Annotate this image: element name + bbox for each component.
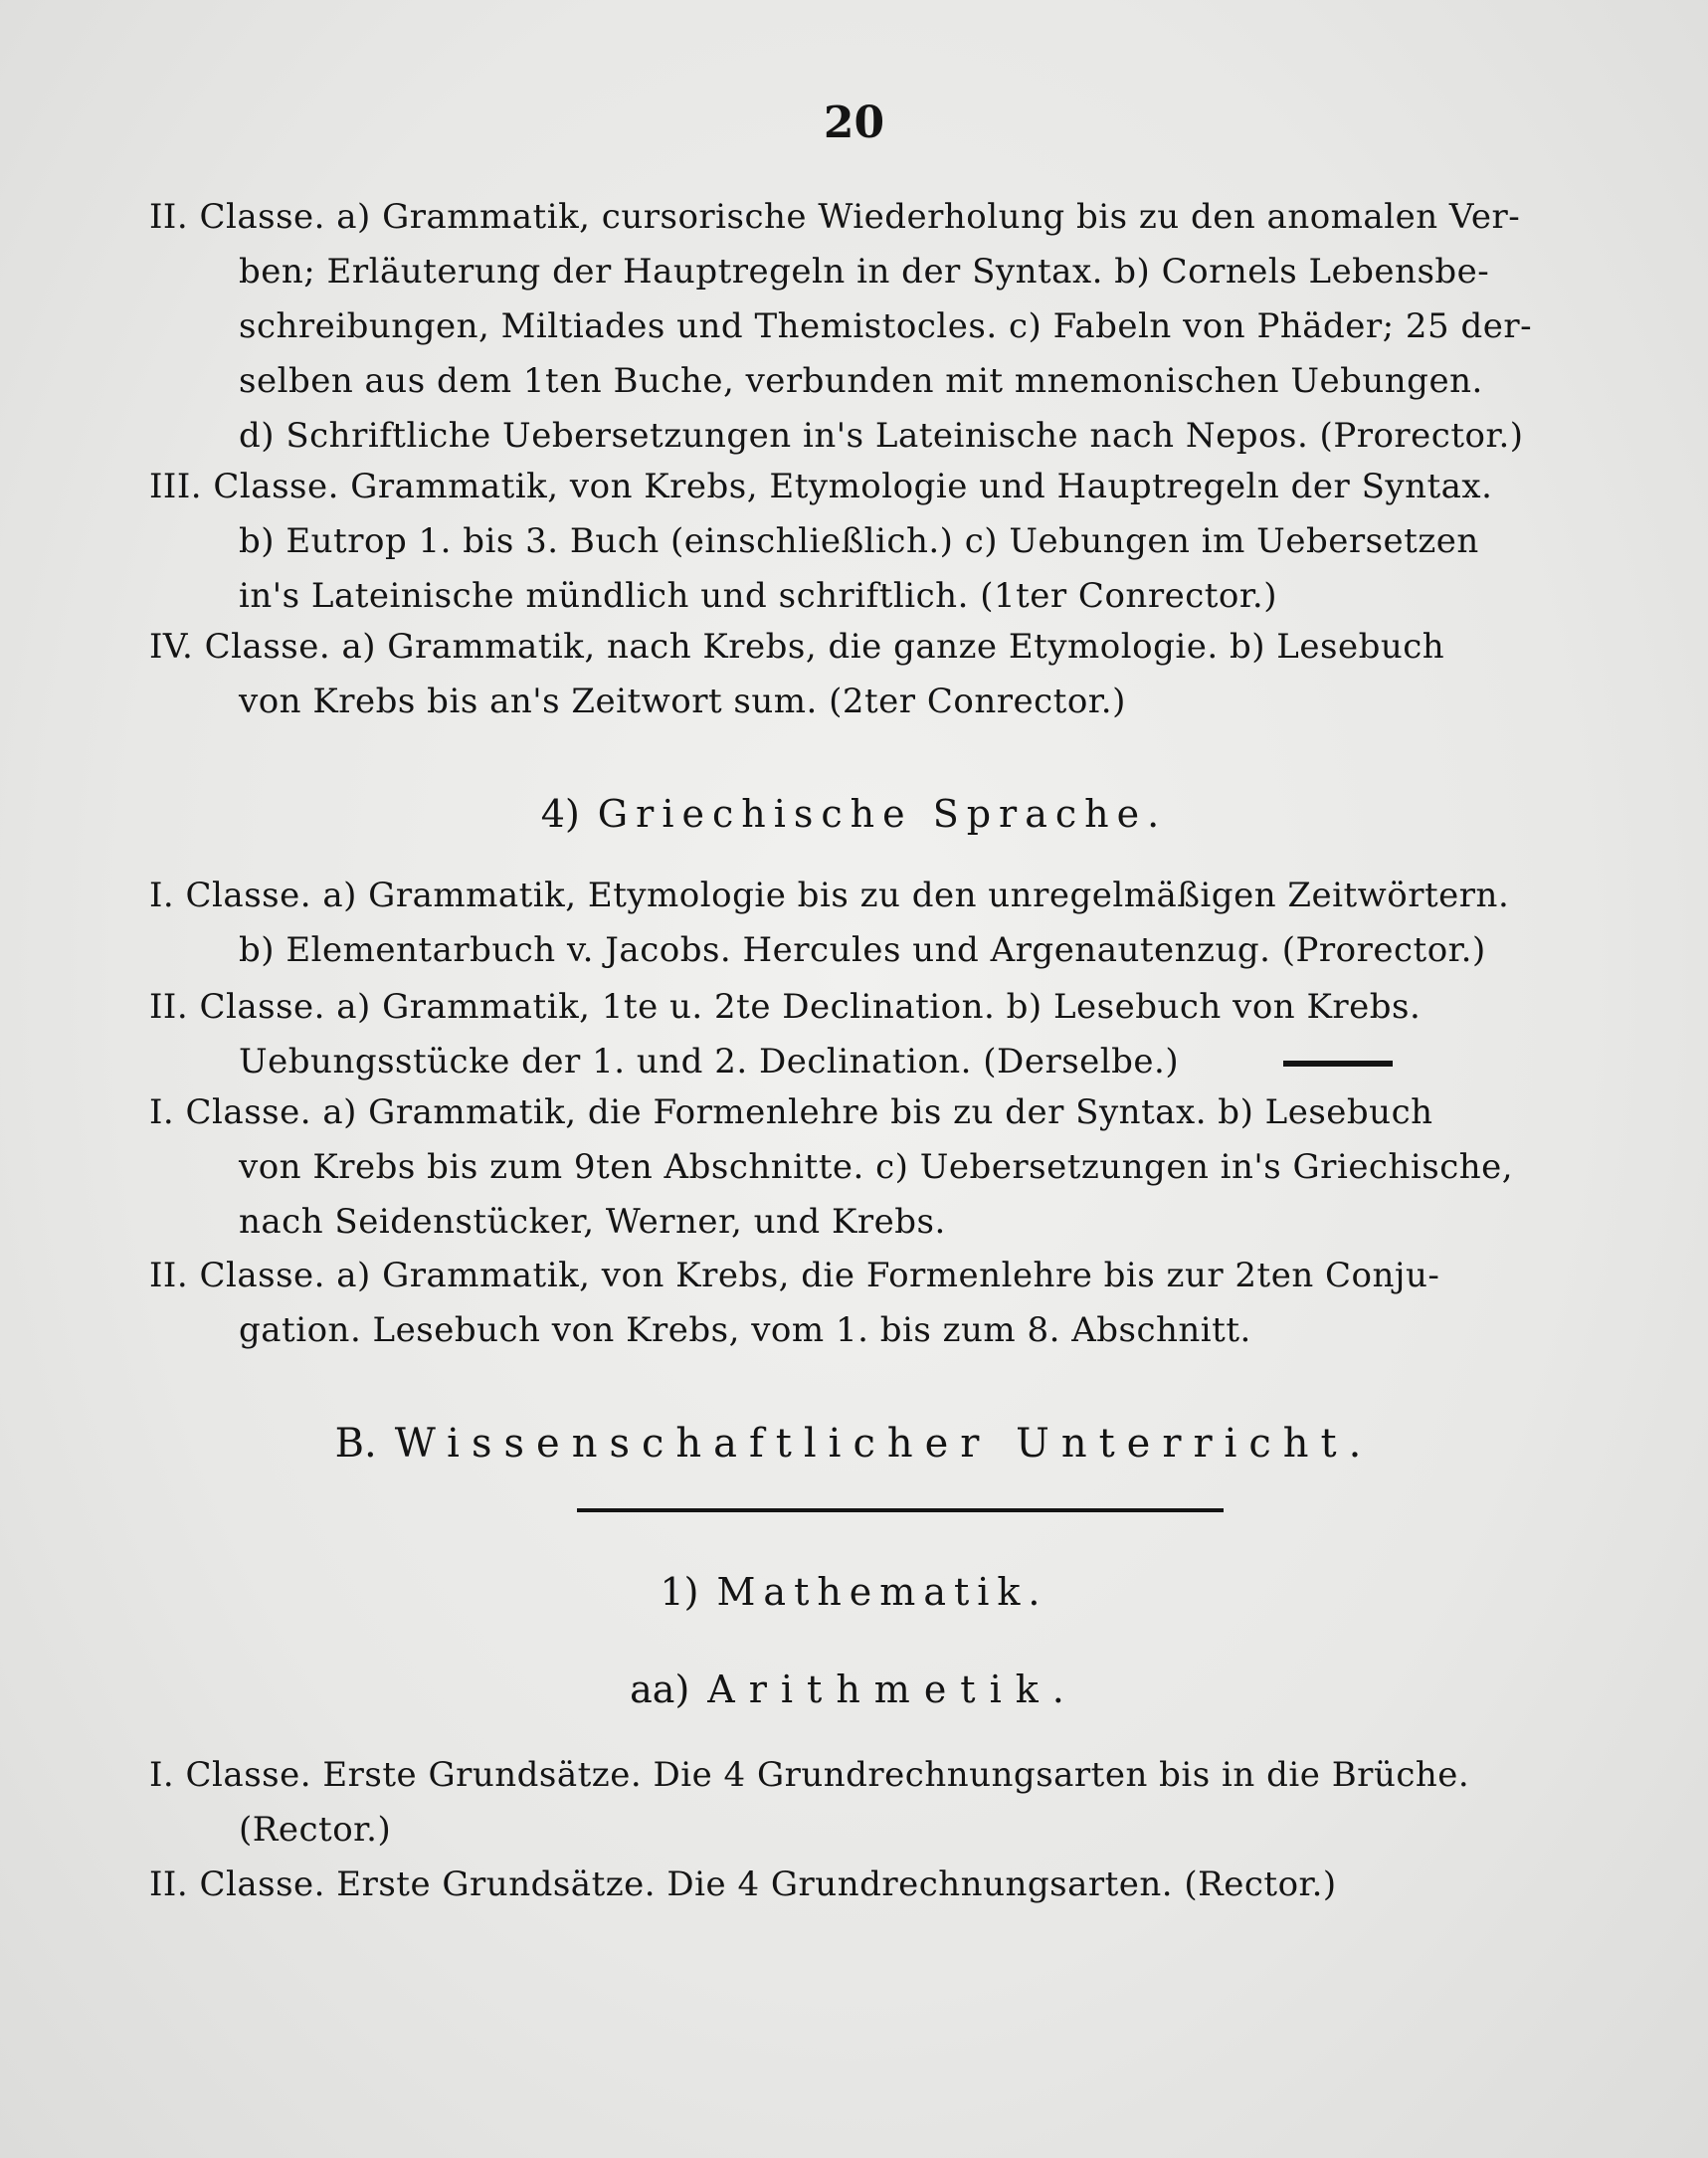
- text-line: von Krebs bis an's Zeitwort sum. (2ter Conrector.): [239, 682, 1126, 721]
- text-line: I. Classe. a) Grammatik, Etymologie bis zu den unregelmäßigen Zeitwörtern.: [149, 876, 1510, 915]
- text-line: I. Classe. a) Grammatik, die Formenlehre bis zu der Syntax. b) Lesebuch: [149, 1092, 1433, 1132]
- text-line: schreibungen, Miltiades und Themistocles. c) Fabeln von Phäder; 25 der-: [239, 306, 1533, 346]
- text-line: b) Elementarbuch v. Jacobs. Hercules und Argenautenzug. (Prorector.): [239, 930, 1486, 970]
- text-line: gation. Lesebuch von Krebs, vom 1. bis zum 8. Abschnitt.: [239, 1310, 1251, 1350]
- text-line: nach Seidenstücker, Werner, und Krebs.: [239, 1202, 946, 1242]
- text-line: Uebungsstücke der 1. und 2. Declination. (Derselbe.): [239, 1042, 1180, 1081]
- text-line: d) Schriftliche Uebersetzungen in's Lateinische nach Nepos. (Prorector.): [239, 416, 1524, 456]
- text-line: (Rector.): [239, 1810, 392, 1850]
- heading-number: 1): [660, 1570, 699, 1614]
- text-line: ben; Erläuterung der Hauptregeln in der Syntax. b) Cornels Lebensbe-: [239, 252, 1490, 292]
- text-line: IV. Classe. a) Grammatik, nach Krebs, die ganze Etymologie. b) Lesebuch: [149, 627, 1445, 667]
- section-heading-b: [0, 1421, 1708, 1467]
- text-line: in's Lateinische mündlich und schriftlich. (1ter Conrector.): [239, 576, 1277, 616]
- text-line: von Krebs bis zum 9ten Abschnitte. c) Uebersetzungen in's Griechische,: [239, 1147, 1514, 1187]
- heading-text: Arithmetik.: [707, 1668, 1078, 1711]
- page-number: 20: [823, 98, 885, 148]
- text-line: II. Classe. a) Grammatik, von Krebs, die Formenlehre bis zur 2ten Conju-: [149, 1256, 1440, 1295]
- text-line: II. Classe. Erste Grundsätze. Die 4 Grundrechnungsarten. (Rector.): [149, 1864, 1337, 1904]
- heading-number: B.: [334, 1421, 377, 1467]
- text-line: selben aus dem 1ten Buche, verbunden mit mnemonischen Uebungen.: [239, 361, 1483, 401]
- text-line: III. Classe. Grammatik, von Krebs, Etymologie und Hauptregeln der Syntax.: [149, 467, 1493, 506]
- heading-text: Mathematik.: [716, 1570, 1048, 1614]
- divider-rule: [1283, 1061, 1393, 1067]
- text-line: II. Classe. a) Grammatik, 1te u. 2te Declination. b) Lesebuch von Krebs.: [149, 987, 1422, 1027]
- heading-text: Griechische Sprache.: [597, 792, 1168, 836]
- subheading-arithmetic: [0, 1668, 1708, 1711]
- divider-rule: [577, 1508, 1224, 1512]
- text-line: I. Classe. Erste Grundsätze. Die 4 Grundrechnungsarten bis in die Brüche.: [149, 1755, 1470, 1795]
- section-heading-greek: [0, 792, 1708, 836]
- text-line: b) Eutrop 1. bis 3. Buch (einschließlich.) c) Uebungen im Uebersetzen: [239, 521, 1479, 561]
- heading-number: 4): [540, 792, 580, 836]
- heading-number: aa): [630, 1668, 690, 1711]
- text-line: II. Classe. a) Grammatik, cursorische Wiederholung bis zu den anomalen Ver-: [149, 197, 1521, 237]
- heading-text: Wissenschaftlicher Unterricht.: [394, 1421, 1374, 1467]
- section-heading-math: [0, 1570, 1708, 1614]
